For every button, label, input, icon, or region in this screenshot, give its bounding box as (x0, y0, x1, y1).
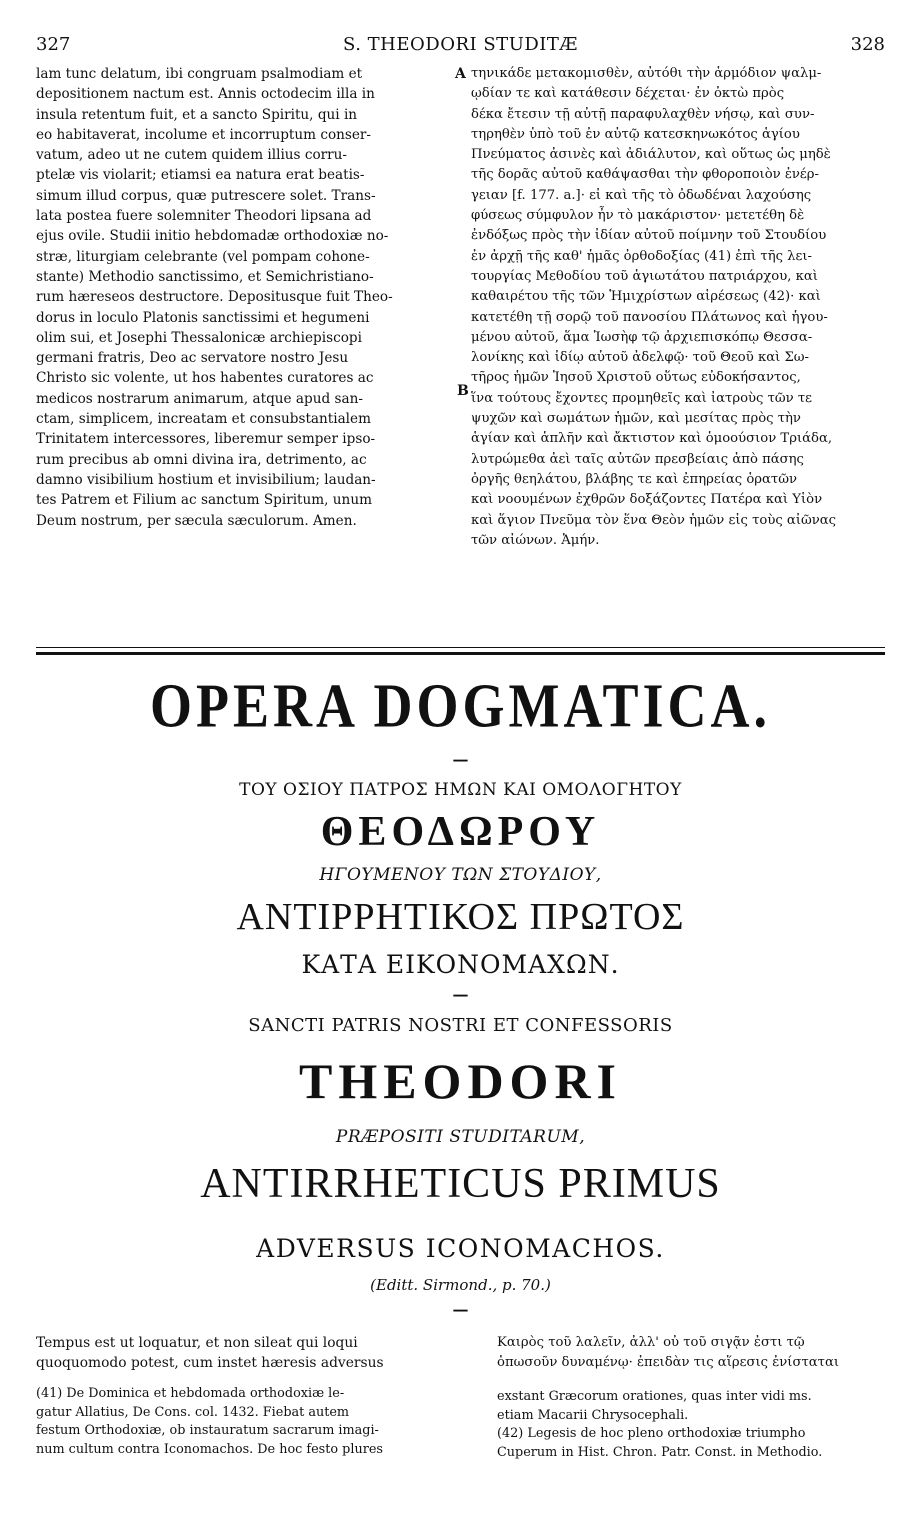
greek-text-line: ὀργῆς θεηλάτου, βλάβης τε καὶ ἐπηρείας ὁρατῶν (471, 471, 797, 487)
latin-text-line: Christo sic volente, ut hos habentes curatores ac (36, 370, 374, 387)
section-divider-thick (36, 652, 885, 655)
latin-footnotes (36, 1385, 452, 1459)
opera-heading: OPERA DOGMATICA. (149, 671, 771, 741)
footnote-line: (42) Legesis de hoc pleno orthodoxiæ triumpho (497, 1426, 806, 1441)
greek-text-line: λυτρώμεθα ἀεὶ ταῖς αὐτῶν πρεσβείαις ἀπὸ πάσης (471, 451, 804, 467)
greek-body-start (497, 1333, 887, 1373)
greek-text-line: λονίκης καὶ ἰδίῳ αὐτοῦ ἀδελφῷ· τοῦ Θεοῦ καὶ Σω- (471, 350, 809, 366)
greek-text-line: τῶν αἰώνων. Ἀμήν. (471, 532, 600, 548)
footnote-line: exstant Græcorum orationes, quas inter vidi ms. (497, 1389, 812, 1404)
page-number-right: 328 (850, 34, 885, 55)
latin-text-line: lam tunc delatum, ibi congruam psalmodiam et (36, 66, 363, 82)
latin-work-subtitle: ADVERSUS ICONOMACHOS. (256, 1234, 665, 1263)
greek-text-line: τηνικάδε μετακομισθὲν, αὐτόθι τὴν ἁρμόδιον ψαλμ- (471, 66, 822, 81)
greek-subtitle-line: ΤΟΥ ΟΣΙΟΥ ΠΑΤΡΟΣ ΗΜΩΝ ΚΑΙ ΟΜΟΛΟΓΗΤΟΥ (239, 780, 682, 800)
margin-mark-b: B (457, 383, 469, 399)
title-dash: — (452, 1300, 469, 1319)
section-divider-thin (36, 647, 885, 648)
greek-text-line: τῆς δορᾶς αὐτοῦ καθάψασθαι τὴν φθοροποιὸν ἐνέρ- (471, 167, 819, 183)
greek-text-line: τηρηθὲν ὑπὸ τοῦ ἐν αὐτῷ κατεσκηνωκότος ἁγίου (471, 126, 800, 142)
edition-citation: (Editt. Sirmond., p. 70.) (370, 1276, 551, 1294)
greek-author-name: ΘΕΟΔΩΡΟΥ (320, 809, 601, 855)
footnote-line: gatur Allatius, De Cons. col. 1432. Fiebat autem (36, 1404, 350, 1420)
greek-author-role: ΗΓΟΥΜΕΝΟΥ ΤΩΝ ΣΤΟΥΔΙΟΥ, (319, 865, 602, 885)
greek-text-line: γειαν [f. 177. a.]· εἰ καὶ τῆς τὸ ὀδωδέναι λαχούσης (471, 187, 812, 203)
latin-text-line: tes Patrem et Filium ac sanctum Spiritum, unum (36, 492, 372, 509)
greek-text-line: ῳδίαν τε καὶ κατάθεσιν δέχεται· ἐν ὀκτὼ πρὸς (471, 86, 785, 102)
latin-text-line: insula retentum fuit, et a sancto Spiritu, qui in (36, 106, 358, 123)
greek-text-line: τουργίας Μεθοδίου τοῦ ἁγιωτάτου πατριάρχου, καὶ (471, 268, 818, 284)
latin-text-line: eo habitaverat, incolume et incorruptum conser- (36, 126, 371, 143)
footnote-line: etiam Macarii Chrysocephali. (497, 1407, 689, 1423)
latin-text-line: dorus in loculo Platonis sanctissimi et hegumeni (36, 309, 370, 326)
latin-body-start (36, 1333, 452, 1373)
greek-text-line: ἁγίαν καὶ ἁπλῆν καὶ ἄκτιστον καὶ ὁμοούσιον Τριάδα, (471, 431, 833, 447)
greek-text-line: δέκα ἔτεσιν τῇ αὐτῇ παραφυλαχθὲν νήσῳ, καὶ συν- (471, 106, 815, 122)
latin-subtitle-line: SANCTI PATRIS NOSTRI ET CONFESSORIS (248, 1015, 673, 1036)
greek-text-line: ψυχῶν καὶ σωμάτων ἡμῶν, καὶ μεσίτας πρὸς τὴν (471, 411, 801, 427)
latin-text-line: vatum, adeo ut ne cutem quidem illius corru- (36, 147, 347, 164)
greek-text-line: τῆρος ἡμῶν Ἰησοῦ Χριστοῦ οὕτως εὐδοκήσαντος, (471, 370, 801, 386)
footnote-line: (41) De Dominica et hebdomada orthodoxiæ le- (36, 1386, 345, 1401)
latin-text-line: Deum nostrum, per sæcula sæculorum. Amen. (36, 512, 357, 529)
latin-text-line: damno visibilium hostium et invisibilium; laudan- (36, 471, 376, 488)
greek-column (471, 64, 887, 551)
greek-text-line: μένου αὐτοῦ, ἅμα Ἰωσὴφ τῷ ἀρχιεπισκόπῳ Θεσσα- (471, 329, 813, 345)
latin-text-line: ejus ovile. Studii initio hebdomadæ orthodoxiæ no- (36, 228, 389, 245)
latin-column (36, 64, 452, 531)
latin-work-title: ANTIRRHETICUS PRIMUS (200, 1161, 721, 1207)
latin-text-line: olim sui, et Josephi Thessalonicæ archiepiscopi (36, 329, 362, 346)
page-number-left: 327 (36, 34, 71, 55)
greek-text-line: ἵνα τούτους ἔχοντες προμηθεῖς καὶ ἰατροὺς τῶν τε (471, 390, 813, 406)
greek-text-line: Καιρὸς τοῦ λαλεῖν, ἀλλ' οὐ τοῦ σιγᾷν ἐστι τῷ (497, 1335, 805, 1350)
greek-text-line: φύσεως σύμφυλον ἦν τὸ μακάριστον· μετετέθη δὲ (471, 208, 805, 224)
greek-work-subtitle: ΚΑΤΑ ΕΙΚΟΝΟΜΑΧΩΝ. (301, 950, 620, 979)
title-dash: — (452, 750, 469, 769)
greek-text-line: καὶ νοουμένων ἐχθρῶν δοξάζοντες Πατέρα καὶ Υἱὸν (471, 492, 823, 508)
latin-text-line: simum illud corpus, quæ putrescere solet. Trans- (36, 187, 376, 204)
footnote-line: num cultum contra Iconomachos. De hoc festo plures (36, 1441, 383, 1457)
title-dash: — (452, 985, 469, 1004)
latin-text-line: rum precibus ab omni divina ira, detrimento, ac (36, 451, 367, 468)
greek-text-line: κατετέθη τῇ σορῷ τοῦ πανοσίου Πλάτωνος καὶ ἡγου- (471, 309, 828, 325)
greek-text-line: Πνεύματος ἀσινὲς καὶ ἀδιάλυτον, καὶ οὕτως ὡς μηδὲ (471, 147, 831, 163)
latin-text-line: stante) Methodio sanctissimo, et Semichristiano- (36, 268, 374, 285)
latin-text-line: ctam, simplicem, increatam et consubstantialem (36, 411, 371, 428)
latin-text-line: germani fratris, Deo ac servatore nostro Jesu (36, 350, 349, 367)
latin-text-line: quoquomodo potest, cum instet hæresis adversus (36, 1355, 384, 1371)
footnote-line: festum Orthodoxiæ, ob instauratum sacrarum imagi- (36, 1423, 379, 1438)
greek-text-line: καὶ ἅγιον Πνεῦμα τὸν ἕνα Θεὸν ἡμῶν εἰς τοὺς αἰῶνας (471, 512, 837, 528)
margin-mark-a: A (455, 66, 466, 82)
latin-text-line: stræ, liturgiam celebrante (vel pompam cohone- (36, 248, 370, 265)
footnote-line: Cuperum in Hist. Chron. Patr. Const. in Methodio. (497, 1444, 823, 1460)
latin-text-line: medicos nostrarum animarum, atque apud san- (36, 390, 363, 407)
greek-text-line: ὁπωσοῦν δυναμένῳ· ἐπειδὰν τις αἵρεσις ἐνίσταται (497, 1355, 840, 1370)
latin-text-line: Tempus est ut loquatur, et non sileat qui loqui (36, 1335, 358, 1351)
greek-work-title: ΑΝΤΙΡΡΗΤΙΚΟΣ ΠΡΩΤΟΣ (236, 896, 685, 938)
latin-text-line: depositionem nactum est. Annis octodecim illa in (36, 86, 375, 103)
latin-text-line: ptelæ vis violarit; etiamsi ea natura erat beatis- (36, 167, 365, 184)
running-title: S. THEODORI STUDITÆ (343, 34, 578, 55)
greek-footnotes (497, 1388, 887, 1462)
greek-text-line: καθαιρέτου τῆς τῶν Ἡμιχρίστων αἱρέσεως (42)· καὶ (471, 289, 821, 305)
latin-author-name: THEODORI (298, 1053, 623, 1109)
greek-text-line: ἐνδόξως πρὸς τὴν ἰδίαν αὐτοῦ ποίμνην τοῦ Στουδίου (471, 228, 827, 244)
running-header (36, 34, 885, 58)
latin-text-line: lata postea fuere solemniter Theodori lipsana ad (36, 208, 372, 225)
latin-text-line: Trinitatem intercessores, liberemur semper ipso- (36, 431, 376, 448)
greek-text-line: ἐν ἀρχῇ τῆς καθ' ἡμᾶς ὀρθοδοξίας (41) ἐπὶ τῆς λει- (471, 248, 812, 264)
latin-text-line: rum hæreseos destructore. Depositusque fuit Theo- (36, 289, 393, 306)
latin-author-role: PRÆPOSITI STUDITARUM, (335, 1127, 586, 1147)
